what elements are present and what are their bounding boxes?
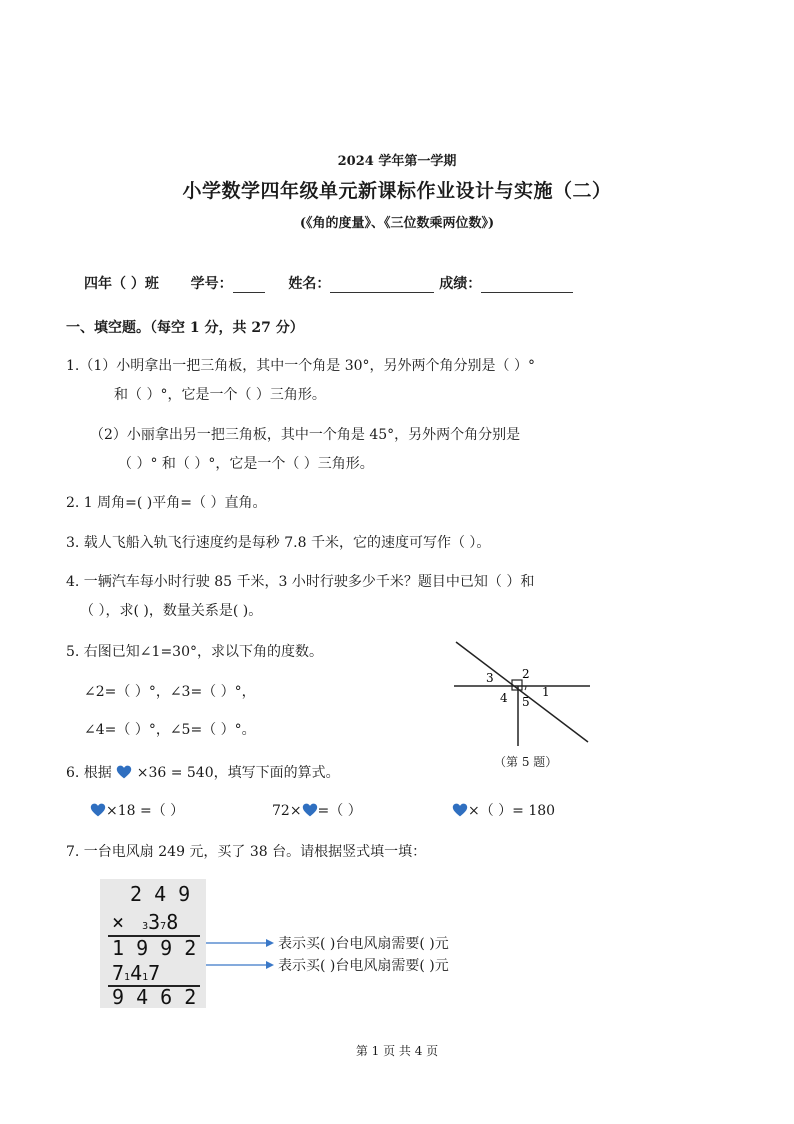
page-subtitle: (《角的度量》、《三位数乘两位数》) [299,216,495,231]
partial2-digit: 7 [148,961,161,985]
name-label: 姓名： [288,276,331,292]
heart-icon [452,802,468,818]
q3-text: 3. 载人飞船入轨飞行速度约是每秒 7.8 千米，它的速度可写作（ ）。 [66,535,491,551]
q1-line4: （ ）° 和（ ）°，它是一个（ ）三角形。 [118,456,374,472]
carry-7: 7 [160,921,167,932]
q5-line1: 5. 右图已知∠1=30°，求以下角的度数。 [66,644,323,660]
multiplier-digit-3: 3 [148,910,161,934]
partial2-carry: 1 [142,972,149,983]
calc-multiplicand: 2 4 9 [130,882,191,906]
student-id-label: 学号： [190,276,233,292]
figure-caption: （第 5 题） [494,755,558,769]
calc-partial-2 [112,961,218,985]
score-field[interactable] [481,276,573,293]
calc-result: 9 4 6 2 [112,985,197,1009]
q1-line1: 1.（1）小明拿出一把三角板，其中一个角是 30°，另外两个角分别是（ ）° [66,358,535,374]
q1-line2: 和（ ）°，它是一个（ ）三角形。 [114,387,326,403]
angle-figure [450,636,600,752]
q1-line3: （2）小丽拿出另一把三角板，其中一个角是 45°，另外两个角分别是 [90,427,521,443]
q6-expr3-tail: ×（ ）= 180 [468,803,556,819]
q6-suffix: ×36 = 540，填写下面的算式。 [136,765,340,781]
partial2-digit: 7 [112,961,125,985]
student-id-field[interactable] [233,276,265,293]
arrow-right-icon [266,939,274,947]
angle-label-3: 3 [486,671,494,685]
name-field[interactable] [330,276,434,293]
q6-expr2 [272,802,362,820]
q5-line3: ∠4=（ ）°，∠5=（ ）°。 [84,722,256,738]
angle-label-4: 4 [500,691,508,705]
q6-expr1 [90,802,184,820]
vertical-multiplication [100,879,206,1008]
heart-icon [116,764,132,780]
q4-line2: （ ），求( )，数量关系是( )。 [80,603,263,619]
q5-line2: ∠2=（ ）°，∠3=（ ）°， [84,684,256,700]
page-footer: 第 1 页 共 4 页 [355,1044,439,1058]
q7-fill-2: 表示买( )台电风扇需要( )元 [278,958,449,974]
calc-partial-1: 1 9 9 2 [112,936,197,960]
carry-3: 3 [142,921,149,932]
angle-label-5: 5 [522,695,530,709]
q4-line1: 4. 一辆汽车每小时行驶 85 千米，3 小时行驶多少千米？题目中已知（ ）和 [66,574,535,590]
page-title: 小学数学四年级单元新课标作业设计与实施（二） [182,180,612,202]
q7-text: 7. 一台电风扇 249 元，买了 38 台。请根据竖式填一填： [66,844,427,860]
score-label: 成绩： [439,276,482,292]
q6-prefix: 6. 根据 [66,765,112,781]
q6-expr1-tail: ×18 =（ ） [106,803,185,819]
partial2-carry: 1 [124,972,131,983]
class-label: 四年（ ）班 [84,276,159,292]
term-label: 2024 学年第一学期 [337,154,457,169]
section-heading: 一、填空题。（每空 1 分，共 27 分） [66,320,304,336]
diagonal-line [456,642,588,742]
partial2-digit: 4 [130,961,143,985]
times-sign: × [112,910,125,934]
heart-icon [90,802,106,818]
heart-icon [302,802,318,818]
angle-label-1: 1 [542,685,550,699]
angle-label-2: 2 [522,667,530,681]
q2-text: 2. 1 周角=( )平角=（ ）直角。 [66,495,267,511]
calc-multiplier-row [112,910,218,934]
arrow-right-icon [266,961,274,969]
q6-expr2-tail: =（ ） [317,803,362,819]
multiplier-digit-8: 8 [166,910,179,934]
arrows [206,933,276,973]
q6-line [66,764,340,782]
q7-fill-1: 表示买( )台电风扇需要( )元 [278,936,449,952]
q6-expr2-head: 72× [272,803,302,819]
q6-expr3 [452,802,555,820]
student-info-row [84,273,573,293]
